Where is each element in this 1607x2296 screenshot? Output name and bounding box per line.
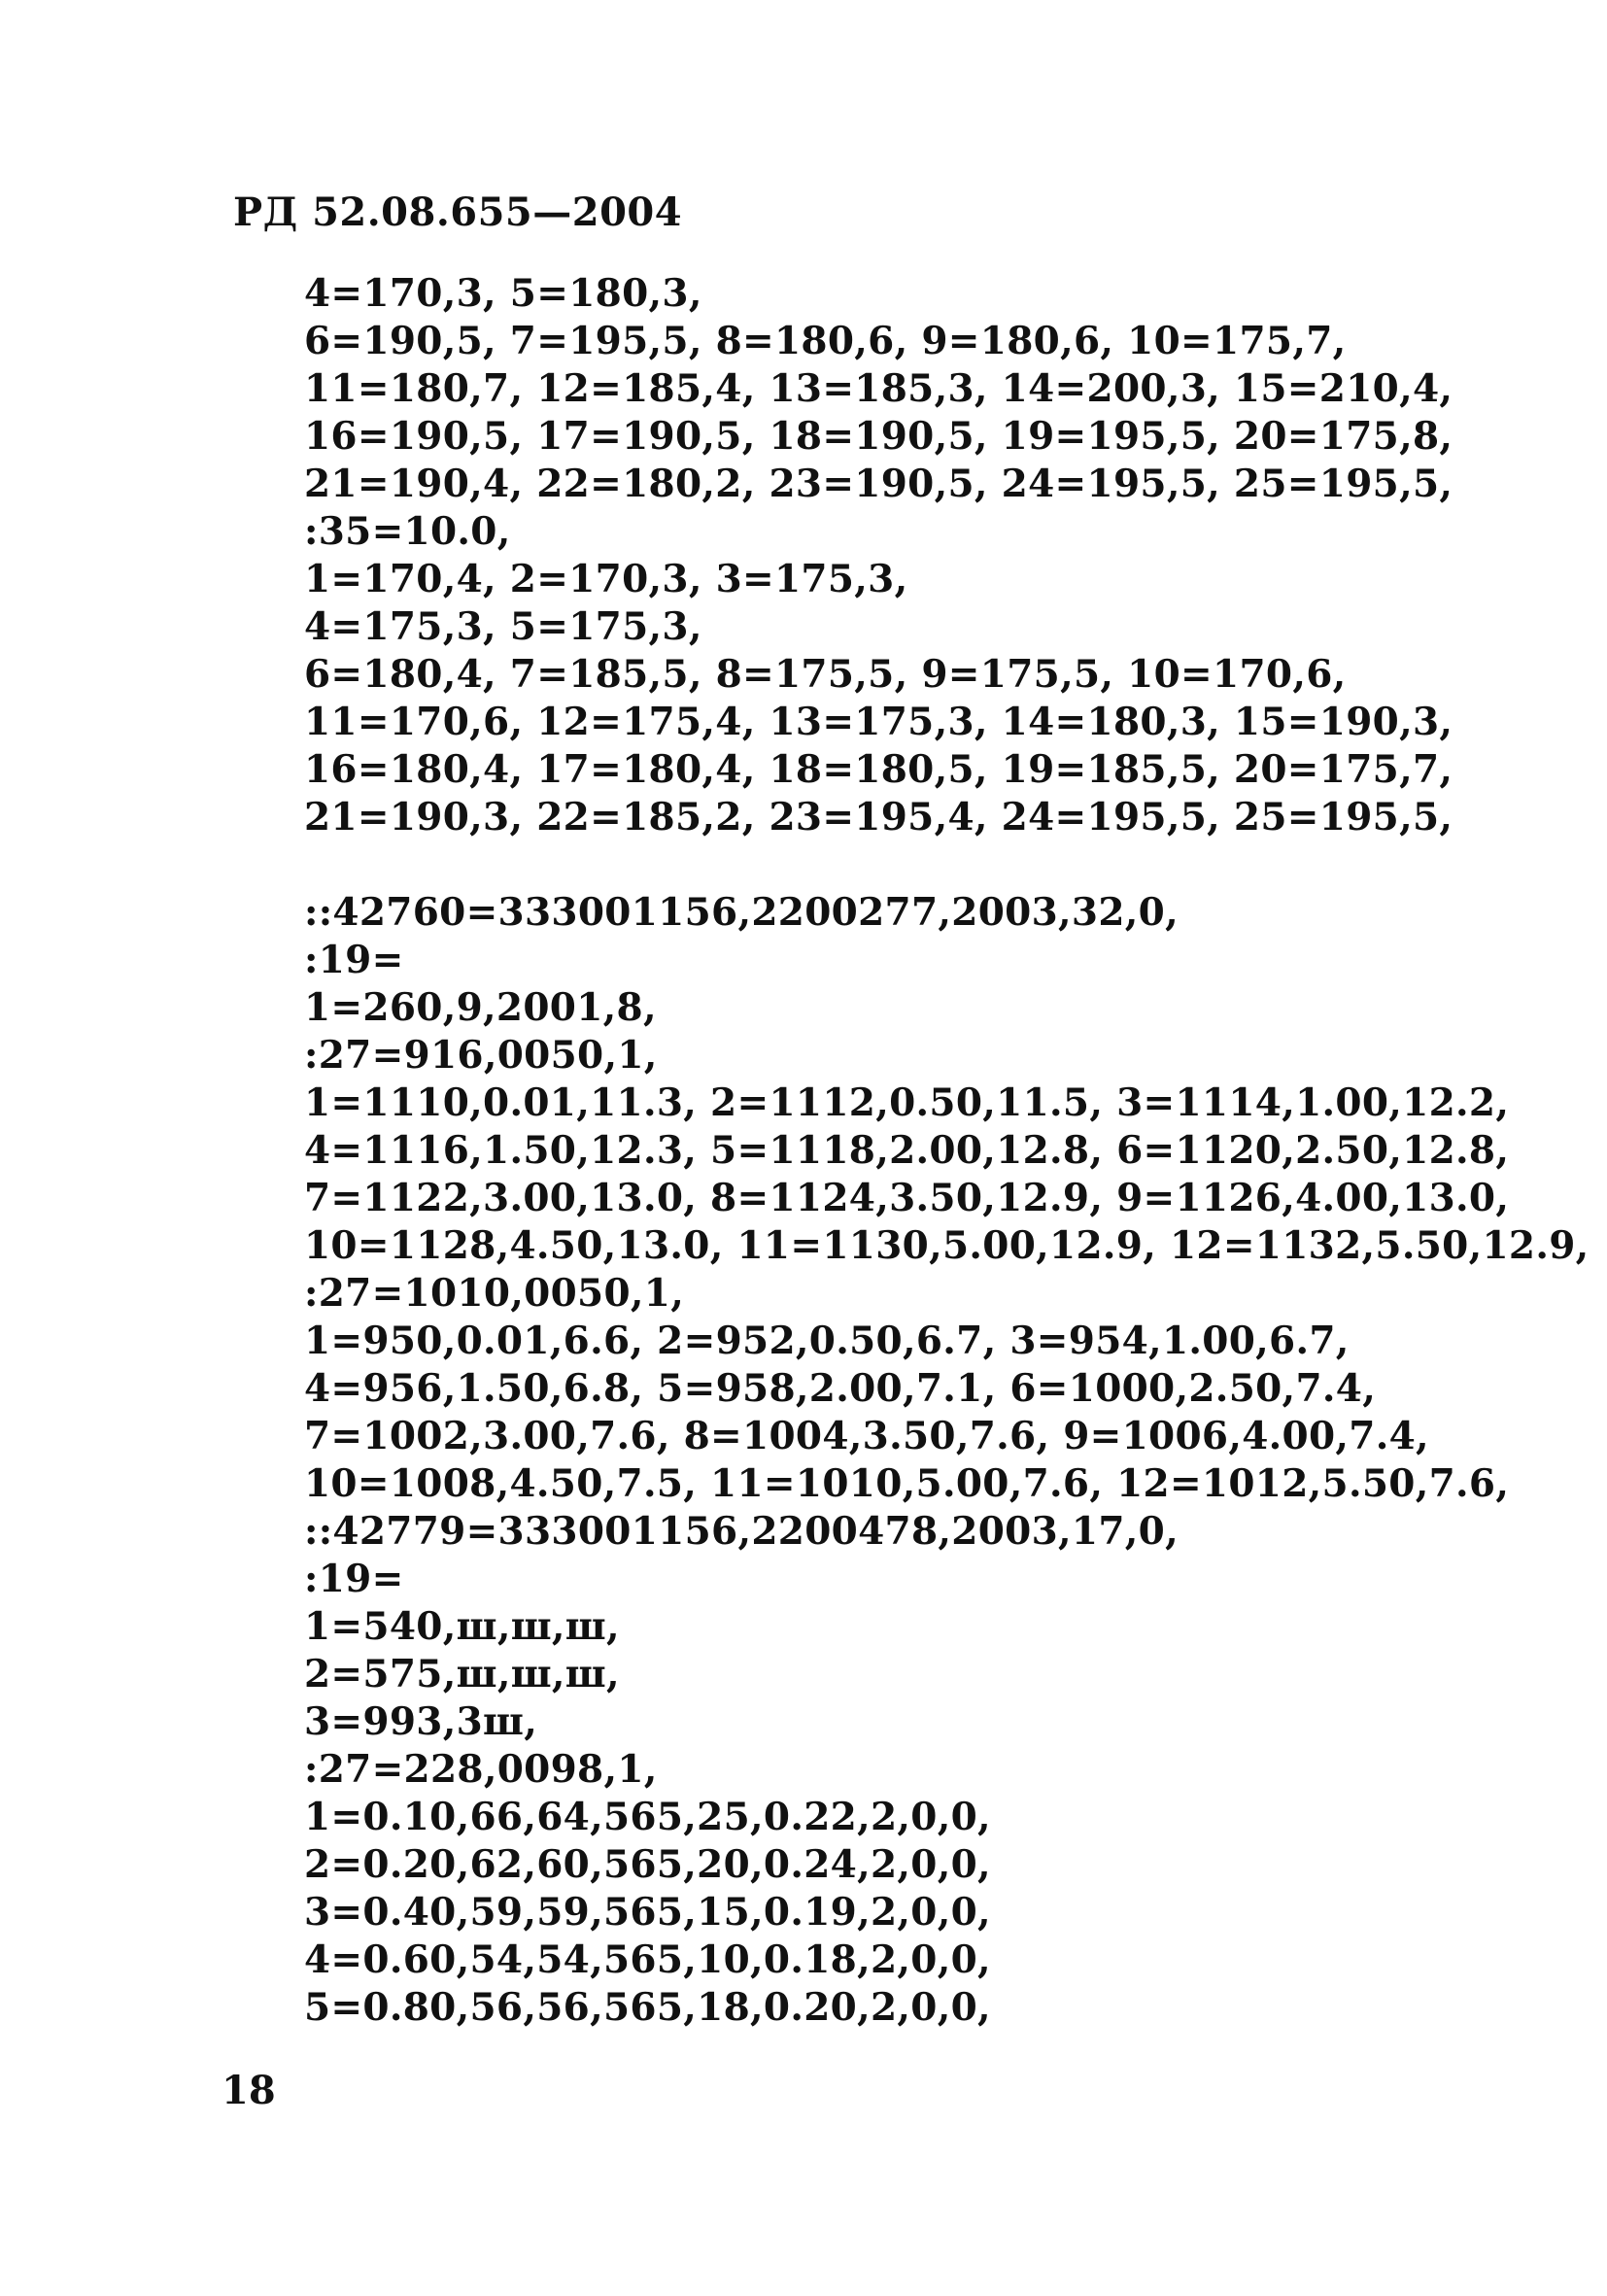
data-line: 2=575,ш,ш,ш, <box>304 1652 620 1696</box>
data-line: 4=170,3, 5=180,3, <box>304 271 702 316</box>
blank-line <box>304 841 1519 889</box>
data-line: 4=1116,1.50,12.3, 5=1118,2.00,12.8, 6=1120,2.50,12.8, <box>304 1128 1510 1173</box>
data-line: 11=180,7, 12=185,4, 13=185,3, 14=200,3, 15=210,4, <box>304 366 1453 411</box>
data-line: :35=10.0, <box>304 509 511 554</box>
data-line: 4=175,3, 5=175,3, <box>304 604 702 649</box>
data-line: 6=180,4, 7=185,5, 8=175,5, 9=175,5, 10=170,6, <box>304 652 1347 697</box>
data-line: 4=956,1.50,6.8, 5=958,2.00,7.1, 6=1000,2.50,7.4, <box>304 1366 1377 1411</box>
data-line: 16=180,4, 17=180,4, 18=180,5, 19=185,5, 20=175,7, <box>304 747 1453 792</box>
document-code-header: РД 52.08.655—2004 <box>233 189 683 235</box>
data-line: 6=190,5, 7=195,5, 8=180,6, 9=180,6, 10=175,7, <box>304 319 1347 363</box>
data-line: 1=950,0.01,6.6, 2=952,0.50,6.7, 3=954,1.00,6.7, <box>304 1319 1350 1363</box>
data-line: 10=1008,4.50,7.5, 11=1010,5.00,7.6, 12=1012,5.50,7.6, <box>304 1461 1510 1506</box>
data-line: 5=0.80,56,56,565,18,0.20,2,0,0, <box>304 1985 991 2030</box>
data-line: 3=993,3ш, <box>304 1699 538 1744</box>
data-line: 1=1110,0.01,11.3, 2=1112,0.50,11.5, 3=1114,1.00,12.2, <box>304 1080 1510 1125</box>
data-line: 21=190,4, 22=180,2, 23=190,5, 24=195,5, 25=195,5, <box>304 462 1453 506</box>
data-line: :27=1010,0050,1, <box>304 1271 685 1316</box>
data-line: 21=190,3, 22=185,2, 23=195,4, 24=195,5, 25=195,5, <box>304 795 1453 840</box>
data-line: 3=0.40,59,59,565,15,0.19,2,0,0, <box>304 1890 991 1935</box>
data-line: 1=0.10,66,64,565,25,0.22,2,0,0, <box>304 1795 991 1839</box>
data-line: 4=0.60,54,54,565,10,0.18,2,0,0, <box>304 1937 991 1982</box>
data-line: 11=170,6, 12=175,4, 13=175,3, 14=180,3, 15=190,3, <box>304 700 1453 744</box>
data-listing <box>304 270 1590 2032</box>
data-line: 1=540,ш,ш,ш, <box>304 1604 620 1649</box>
data-line: 7=1002,3.00,7.6, 8=1004,3.50,7.6, 9=1006,4.00,7.4, <box>304 1414 1429 1458</box>
page-number: 18 <box>222 2068 276 2113</box>
data-line: 1=260,9,2001,8, <box>304 985 657 1030</box>
data-line: 7=1122,3.00,13.0, 8=1124,3.50,12.9, 9=1126,4.00,13.0, <box>304 1176 1510 1220</box>
data-line: :19= <box>304 938 404 982</box>
data-line: ::42760=333001156,2200277,2003,32,0, <box>304 890 1179 935</box>
data-line: 2=0.20,62,60,565,20,0.24,2,0,0, <box>304 1842 991 1887</box>
data-line: 1=170,4, 2=170,3, 3=175,3, <box>304 557 908 601</box>
data-line: 10=1128,4.50,13.0, 11=1130,5.00,12.9, 12=1132,5.50,12.9, <box>304 1223 1590 1268</box>
data-line: :27=916,0050,1, <box>304 1033 658 1078</box>
data-line: :19= <box>304 1557 404 1601</box>
data-line: 16=190,5, 17=190,5, 18=190,5, 19=195,5, 20=175,8, <box>304 414 1453 459</box>
data-line: :27=228,0098,1, <box>304 1747 658 1792</box>
data-line: ::42779=333001156,2200478,2003,17,0, <box>304 1509 1179 1554</box>
